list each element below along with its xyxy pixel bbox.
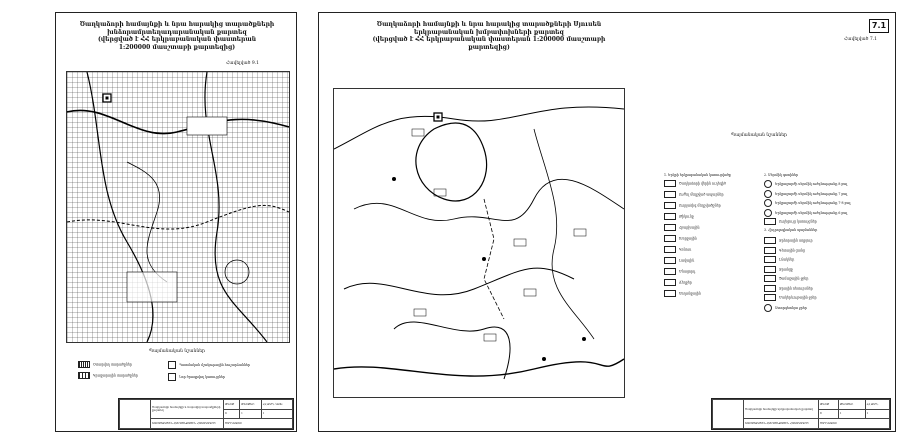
- legend-item: [764, 275, 884, 285]
- legend-label: Երկրաշարժի սեյսմիկ ուժգնությունը 6 բալ: [775, 210, 848, 215]
- swatch-icon: [664, 213, 676, 220]
- legend-item: [664, 213, 759, 224]
- stamp-sheets-label: ԹԵՐԹԵՐ: [838, 400, 865, 410]
- stamp-city: ԾԱՂԿԱՁՈՐ: [819, 419, 890, 429]
- legend-column: [168, 361, 288, 381]
- legend-item: [78, 361, 168, 368]
- building-icon: [168, 373, 176, 381]
- legend-label: Երկրաշարժի սեյսմիկ ուժգնությունը 7-8 բալ: [775, 201, 851, 205]
- swatch-icon: [664, 257, 676, 264]
- legend-label: Ջրային ռեսուրսներ: [779, 286, 813, 290]
- legend-item: [664, 180, 759, 191]
- stamp-number: 1: [865, 409, 889, 419]
- stamp-org: ՀՀ ՔԱՂ. ՆԱԽ.: [261, 400, 292, 410]
- legend-title: Պայմանական նշաններ: [731, 133, 787, 138]
- stamp-city: ԾԱՂԿԱՁՈՐ: [224, 419, 293, 429]
- legend-item: [664, 235, 759, 246]
- legend-item: [664, 202, 759, 213]
- left-map: [66, 71, 290, 343]
- legend-item: [168, 373, 288, 381]
- legend-label: Ուղղաձիգ ճեղքվածքներ: [679, 203, 721, 208]
- legend-item: [664, 279, 759, 290]
- legend-item: [764, 304, 884, 314]
- legend-label: Պատմական մշակութային հուշարձաններ: [179, 363, 250, 367]
- legend-label: Կոնուս: [679, 247, 692, 252]
- legend-label: Ցամաքային ջրեր: [779, 276, 809, 281]
- circle-icon: [764, 304, 772, 312]
- swatch-icon: [664, 279, 676, 286]
- stamp-sheets-label: ԹԵՐԹԵՐ: [240, 400, 262, 410]
- legend-item: [764, 285, 884, 295]
- legend-column-geology: [664, 173, 759, 301]
- stamp-org: ՀՀ ՔԱՂ.: [865, 400, 889, 410]
- title-line: Ծաղկաձորի համայնքի և նրա հարակից տարածքների: [79, 21, 275, 28]
- left-map-graphic: [67, 72, 289, 342]
- legend-label: Ծաղկաձորի վերին ուղեգիծ: [679, 181, 726, 186]
- swatch-icon: [664, 191, 676, 198]
- swatch-icon: [764, 237, 776, 244]
- legend-item: [764, 237, 884, 247]
- legend-label: Մակերևութային ջրեր: [779, 295, 817, 300]
- title-line: 1:200000 մասշտաբի քարտեզից): [118, 43, 236, 51]
- circle-icon: [764, 199, 772, 207]
- legend-label: Երկրաշարժի սեյսմիկ ուժգնությունը 7 բալ: [775, 191, 848, 196]
- swatch-icon: [764, 266, 776, 273]
- legend-label: Լավային: [679, 258, 695, 263]
- legend-column-seismic: [764, 173, 884, 313]
- legend-label: Ճեղքեր: [679, 280, 692, 285]
- legend-item: [78, 372, 168, 379]
- legend-heading: 2. Սեյսմիկ գոտիներ: [764, 173, 799, 177]
- stamp-sheet-label: ԹԵՐԹ: [819, 400, 839, 410]
- monument-icon: [168, 361, 176, 369]
- title-line: (վերցված է ՀՀ երկրաբանական փաստերան: [97, 36, 257, 43]
- legend-label: Լճակներ: [779, 257, 795, 262]
- right-map: [333, 88, 625, 398]
- swatch-icon: [78, 372, 90, 379]
- left-map-sheet: [55, 12, 297, 432]
- legend-label: Նոր ծրագրվող կառույցներ: [179, 375, 225, 379]
- stamp-bottom: ՏԱՐԱԾՔԱՅԻՆ ՀԱՄԱՅՆՔԱՅԻՆ ՀԱՏԱԿԱԳԻԾ: [744, 419, 819, 429]
- stamp-number: 1: [240, 409, 262, 419]
- legend-title: Պայմանական նշաններ: [149, 349, 205, 354]
- stamp-bottom: ՏԱՐԱԾՔԱՅԻՆ ՀԱՄԱՅՆՔԱՅԻՆ ՀԱՏԱԿԱԳԻԾ: [151, 419, 224, 429]
- legend-label: Հրաբխային: [679, 225, 700, 230]
- swatch-icon: [764, 285, 776, 292]
- legend-heading: 3. Հիդրոլոգիական պայմաններ: [764, 227, 818, 232]
- legend-column: [78, 361, 168, 379]
- legend-label: Ստորգետնյա ջրեր: [775, 305, 807, 310]
- circle-icon: [764, 190, 772, 198]
- swatch-icon: [664, 268, 676, 275]
- legend-label: Օտարվող տարածքներ: [93, 362, 132, 367]
- swatch-icon: [764, 218, 776, 225]
- title-block: [118, 398, 294, 430]
- swatch-icon: [764, 256, 776, 263]
- swatch-icon: [664, 246, 676, 253]
- legend-label: Ջրհորային աղբյուր: [779, 238, 813, 243]
- legend-item: [664, 257, 759, 268]
- legend-item: [764, 247, 884, 257]
- swatch-icon: [664, 180, 676, 187]
- legend-label: Երկրաշարժի սեյսմիկ ուժգնությունը 8 բալ: [775, 182, 848, 186]
- legend-label: Մնացորդ: [679, 269, 696, 274]
- swatch-icon: [664, 235, 676, 242]
- legend-item: [664, 246, 759, 257]
- appendix-label: Հավելված 7.1: [844, 37, 877, 42]
- legend-item: [764, 199, 884, 209]
- swatch-icon: [664, 290, 676, 297]
- sheet-number-badge: 7.1: [869, 19, 889, 33]
- circle-icon: [764, 209, 772, 217]
- stamp-description: Ծաղկաձորի համայնքի և հարակից տարածքների քարտեզ: [151, 400, 224, 419]
- legend-item: [764, 209, 884, 219]
- circle-icon: [764, 180, 772, 188]
- swatch-icon: [764, 275, 776, 282]
- legend-label: Ջրանցք: [779, 267, 793, 271]
- title-line: (վերցված է ՀՀ երկրաբանական փաստերան 1:200000 մասշտաբի: [372, 36, 606, 43]
- title-line: խնձորամրտեղադարանական քարտեզ: [107, 28, 247, 36]
- legend-item: [664, 191, 759, 202]
- title-line: երկրաբանական խմբափոխների քարտեզ: [413, 28, 565, 36]
- appendix-label: Հավելված 9.1: [226, 61, 259, 66]
- swatch-icon: [664, 224, 676, 231]
- legend-label: Թիկունք: [679, 214, 694, 219]
- stamp-sheet-label: ԹԵՐԹ: [224, 400, 240, 410]
- legend-item: [764, 294, 884, 304]
- swatch-icon: [764, 247, 776, 254]
- legend-item: [764, 266, 884, 276]
- legend-item: [764, 190, 884, 200]
- swatch-icon: [764, 294, 776, 301]
- legend-item: [764, 256, 884, 266]
- left-sheet-title: [66, 21, 288, 51]
- title-line: Ծաղկաձորի համայնքի և նրա հարակից տարածքների Սյուսեն: [376, 21, 602, 28]
- right-map-graphic: [334, 89, 624, 397]
- legend-item: [664, 290, 759, 301]
- right-map-sheet: [318, 12, 896, 432]
- stamp-description: Ծաղկաձորի համայնքի երկրաբանական քարտեզ: [744, 400, 819, 419]
- legend-label: Գետային ցանց: [779, 248, 805, 252]
- stamp-number: 1: [838, 409, 865, 419]
- legend-label: Կրաքարային տարածքներ: [93, 373, 138, 378]
- title-block: [711, 398, 891, 430]
- swatch-icon: [664, 202, 676, 209]
- right-sheet-title: [339, 21, 639, 51]
- legend-label: Ուղեցույց կառույցներ: [779, 219, 817, 224]
- title-line: քարտեզից): [468, 43, 510, 51]
- stamp-number: 9: [224, 409, 240, 419]
- legend-label: Սողանքային: [679, 291, 701, 296]
- legend-label: Խորքային: [679, 236, 697, 241]
- legend-item: [168, 361, 288, 369]
- swatch-icon: [78, 361, 90, 368]
- legend-item: [664, 224, 759, 235]
- legend-item: [764, 180, 884, 190]
- legend-item: [664, 268, 759, 279]
- legend-heading: 1. Երկրի երկրաբանական կառուցվածք: [664, 173, 731, 177]
- legend-item: [764, 218, 884, 228]
- legend-label: Ուժեղ ճեղքված ապարներ: [679, 192, 724, 197]
- stamp-number: 8: [819, 409, 839, 419]
- stamp-number: 1: [261, 409, 292, 419]
